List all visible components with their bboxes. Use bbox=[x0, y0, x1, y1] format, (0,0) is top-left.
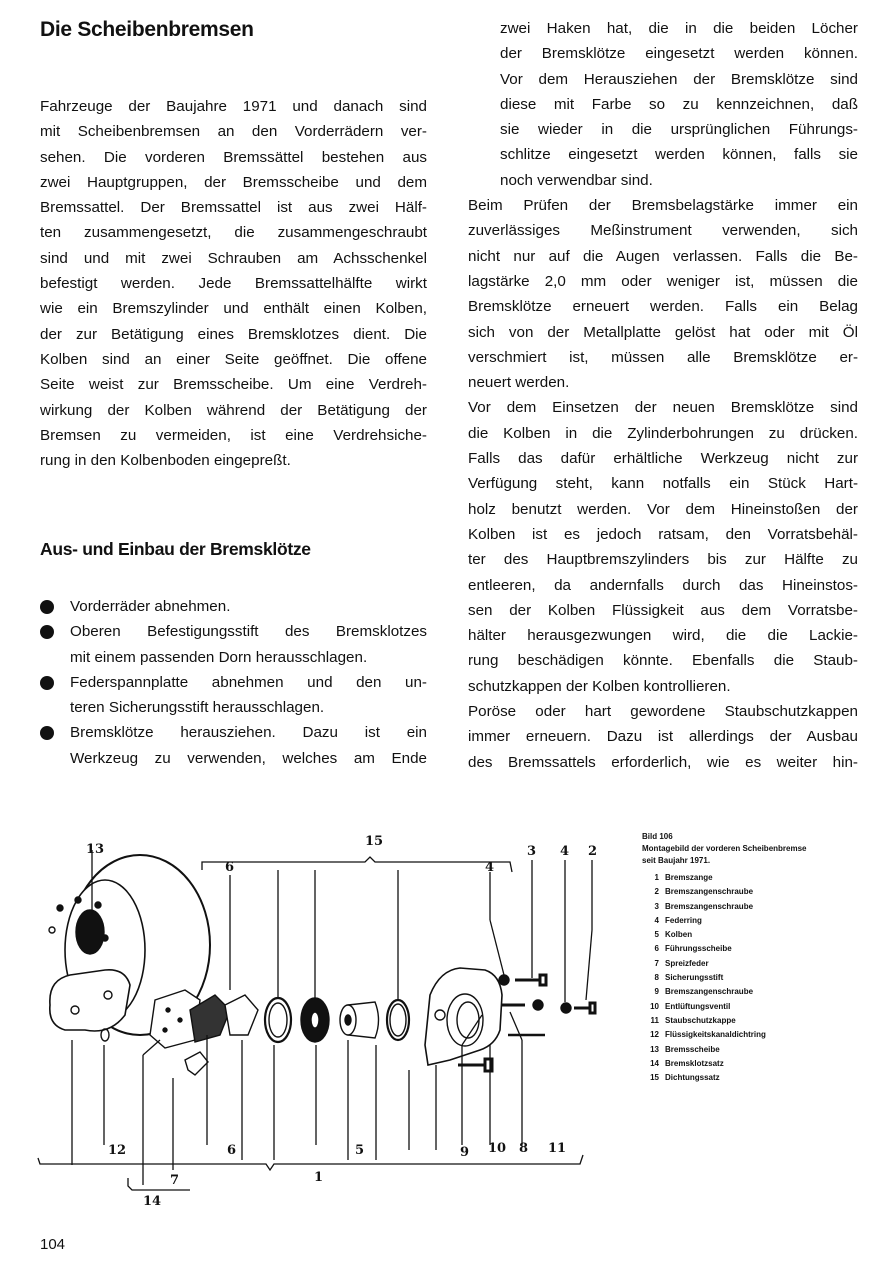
legend-number: 14 bbox=[650, 1058, 659, 1068]
callout-6: 6 bbox=[225, 860, 235, 875]
text-line: holz benutzt werden. Vor dem Hineinstoßen der bbox=[468, 500, 858, 518]
text-line: Vor dem Einsetzen der neuen Bremsklötze sind bbox=[468, 399, 858, 417]
legend-item bbox=[642, 900, 882, 914]
text-line: Falls das dafür erhältliche Werkzeug nicht zur bbox=[468, 450, 858, 468]
callout-2: 2 bbox=[588, 844, 598, 859]
legend-label: Spreizfeder bbox=[665, 958, 709, 968]
legend-number: 3 bbox=[654, 901, 659, 911]
legend-label: Bremsklotzsatz bbox=[665, 1058, 724, 1068]
step-item bbox=[40, 619, 427, 670]
legend-item bbox=[642, 1014, 882, 1028]
step-text: teren Sicherungsstift herausschlagen. bbox=[70, 699, 325, 717]
page-title: Die Scheibenbremsen bbox=[40, 18, 254, 41]
legend-label: Bremsscheibe bbox=[665, 1044, 720, 1054]
legend-item bbox=[642, 985, 882, 999]
callout-9: 9 bbox=[460, 1145, 470, 1160]
legend-label: Flüssigkeitskanaldichtring bbox=[665, 1030, 766, 1040]
text-line: hälter herausgezwungen wird, die die Lackie- bbox=[468, 627, 858, 645]
text-line: Verfügung steht, kann notfalls ein Stück Hart- bbox=[468, 475, 858, 493]
step-text: Federspannplatte abnehmen und den un- bbox=[70, 673, 427, 691]
legend-item bbox=[642, 1000, 882, 1014]
step-text: Werkzeug zu verwenden, welches am Ende bbox=[70, 749, 427, 767]
caption-title: Bild 106 bbox=[642, 832, 673, 841]
step-text: Vorderräder abnehmen. bbox=[70, 598, 231, 615]
text-line: Bremsen zu vermeiden, ist eine Verdrehsiche- bbox=[40, 426, 427, 444]
legend-label: Sicherungsstift bbox=[665, 973, 724, 983]
text-line: rung beschädigen könnte. Ebenfalls die Staub- bbox=[468, 652, 858, 670]
text-line: sehen. Die vorderen Bremssättel bestehen aus bbox=[40, 148, 427, 166]
text-line: mit Scheibenbremsen an den Vorderrädern ver- bbox=[40, 123, 427, 141]
text-line: neuert werden. bbox=[468, 374, 570, 392]
legend-number: 4 bbox=[654, 915, 659, 925]
step-text: mit einem passenden Dorn herausschlagen. bbox=[70, 648, 368, 666]
legend-label: Kolben bbox=[665, 930, 693, 940]
text-line: nicht nur auf die Augen verlassen. Falls die Be- bbox=[468, 247, 858, 265]
legend-label: Bremszangenschraube bbox=[665, 987, 754, 997]
bullet-icon bbox=[40, 726, 54, 740]
legend-item bbox=[642, 885, 882, 899]
text-line: Beim Prüfen der Bremsbelagstärke immer ein bbox=[468, 197, 858, 215]
legend-number: 15 bbox=[650, 1073, 659, 1083]
step-item bbox=[40, 594, 427, 619]
exploded-brake-diagram bbox=[30, 830, 630, 1220]
legend-label: Bremszange bbox=[665, 873, 713, 882]
text-line: lagstärke 2,0 mm oder weniger ist, müssen die bbox=[468, 272, 858, 290]
legend-item bbox=[642, 1043, 882, 1057]
text-line: der Bremsklötze eingesetzt werden können. bbox=[500, 45, 858, 63]
bullet-icon bbox=[40, 676, 54, 690]
callout-7: 7 bbox=[170, 1173, 180, 1188]
text-line: wirkung der Kolben während der Betätigung der bbox=[40, 401, 427, 419]
legend-item bbox=[642, 928, 882, 942]
legend-label: Dichtungssatz bbox=[665, 1073, 720, 1083]
paragraph-check-lining bbox=[468, 193, 858, 395]
legend-item bbox=[642, 1028, 882, 1042]
text-line: zuverlässiges Meßinstrument verwenden, sich bbox=[468, 222, 858, 240]
legend-label: Entlüftungsventil bbox=[665, 1001, 731, 1011]
step-list bbox=[40, 594, 427, 771]
text-line: schlitze eingesetzt werden können, falls sie bbox=[500, 146, 858, 164]
paragraph-insert-pads bbox=[468, 395, 858, 699]
callout-12: 12 bbox=[108, 1143, 127, 1158]
intro-paragraph bbox=[40, 94, 427, 473]
text-line: des Bremssattels erforderlich, wie es weiter hin- bbox=[468, 753, 858, 771]
page-number: 104 bbox=[40, 1236, 66, 1253]
text-line: sen der Kolben Flüssigkeit aus dem Vorratsbe- bbox=[468, 601, 858, 619]
callout-5: 5 bbox=[355, 1143, 365, 1158]
figure-caption bbox=[642, 831, 882, 1085]
caption-subtitle: Montagebild der vorderen Scheibenbremse bbox=[642, 844, 807, 853]
callout-3: 3 bbox=[527, 844, 537, 859]
bullet-icon bbox=[40, 600, 54, 614]
callout-4: 4 bbox=[485, 860, 495, 875]
text-line: Fahrzeuge der Baujahre 1971 und danach sind bbox=[40, 98, 427, 115]
text-line: ter des Hauptbremszylinders bis zur Hälfte zu bbox=[468, 551, 858, 569]
legend-label: Bremszangenschraube bbox=[665, 887, 754, 897]
legend-number: 6 bbox=[654, 944, 659, 954]
legend-number: 10 bbox=[650, 1001, 659, 1011]
text-line: sich von der Metallplatte gelöst hat oder mit Öl bbox=[468, 323, 858, 341]
brake-assembly-drawing bbox=[30, 830, 630, 1220]
legend-number: 1 bbox=[654, 873, 659, 882]
callout-11: 11 bbox=[548, 1141, 567, 1156]
text-line: wie ein Bremszylinder und enthält einen Kolben, bbox=[40, 300, 427, 318]
step-continuation bbox=[468, 16, 858, 193]
step-text: Oberen Befestigungsstift des Bremsklotzes bbox=[70, 623, 427, 641]
text-line: noch verwendbar sind. bbox=[500, 171, 653, 189]
legend-number: 7 bbox=[654, 958, 659, 968]
text-line: Kolben ist es jedoch ratsam, den Vorratsbehäl- bbox=[468, 525, 858, 543]
callout-6: 6 bbox=[227, 1143, 237, 1158]
legend-number: 5 bbox=[654, 930, 659, 940]
legend-item bbox=[642, 871, 882, 885]
text-line: rung in den Kolbenboden eingepreßt. bbox=[40, 452, 291, 470]
legend-item bbox=[642, 942, 882, 956]
parts-legend bbox=[642, 871, 882, 1085]
legend-item bbox=[642, 971, 882, 985]
section-heading: Aus- und Einbau der Bremsklötze bbox=[40, 539, 311, 559]
text-line: sind und mit zwei Schrauben am Achsschenkel bbox=[40, 249, 427, 267]
legend-number: 12 bbox=[650, 1030, 659, 1040]
text-line: immer erneuern. Dazu ist allerdings der Ausbau bbox=[468, 728, 858, 746]
legend-number: 9 bbox=[654, 987, 659, 997]
text-line: ten zusammengesetzt, die zusammengeschraubt bbox=[40, 224, 427, 242]
callout-8: 8 bbox=[519, 1141, 529, 1156]
text-line: Seite weist zur Bremsscheibe. Um eine Verdreh- bbox=[40, 376, 427, 394]
step-text: Bremsklötze herausziehen. Dazu ist ein bbox=[70, 724, 427, 742]
legend-number: 11 bbox=[650, 1015, 659, 1025]
caption-subtitle-2: seit Baujahr 1971. bbox=[642, 856, 711, 865]
text-line: verschmiert ist, müssen alle Bremsklötze er- bbox=[468, 348, 858, 366]
legend-label: Bremszangenschraube bbox=[665, 901, 754, 911]
legend-item bbox=[642, 1057, 882, 1071]
callout-15: 15 bbox=[365, 834, 384, 849]
text-line: entleeren, da andernfalls durch das Hineinstos- bbox=[468, 576, 858, 594]
legend-item bbox=[642, 957, 882, 971]
text-line: Kolben sind an einer Seite geöffnet. Die offene bbox=[40, 350, 427, 368]
text-line: Bremsklötze erneuert werden. Falls ein Belag bbox=[468, 298, 858, 316]
text-line: Poröse oder hart gewordene Staubschutzkappen bbox=[468, 703, 858, 721]
legend-label: Führungsscheibe bbox=[665, 944, 732, 954]
text-line: befestigt werden. Jede Bremssattelhälfte wirkt bbox=[40, 275, 427, 293]
legend-item bbox=[642, 1071, 882, 1085]
text-line: Bremssattel. Der Bremssattel ist aus zwei Hälf- bbox=[40, 199, 427, 217]
text-line: sie wieder in die ursprünglichen Führungs- bbox=[500, 121, 858, 139]
legend-label: Staubschutzkappe bbox=[665, 1015, 736, 1025]
text-line: schutzkappen der Kolben kontrollieren. bbox=[468, 677, 731, 695]
paragraph-dust-caps bbox=[468, 699, 858, 775]
text-line: Vor dem Herausziehen der Bremsklötze sind bbox=[500, 70, 858, 88]
text-line: die Kolben in die Zylinderbohrungen zu drücken. bbox=[468, 424, 858, 442]
legend-item bbox=[642, 914, 882, 928]
legend-number: 2 bbox=[654, 887, 659, 897]
text-line: zwei Hauptgruppen, der Bremsscheibe und dem bbox=[40, 173, 427, 191]
bullet-icon bbox=[40, 625, 54, 639]
legend-label: Federring bbox=[665, 915, 702, 925]
callout-14: 14 bbox=[143, 1194, 162, 1209]
callout-1: 1 bbox=[314, 1170, 324, 1185]
step-item bbox=[40, 720, 427, 771]
text-line: diese mit Farbe so zu kennzeichnen, daß bbox=[500, 95, 858, 113]
legend-number: 13 bbox=[650, 1044, 659, 1054]
text-line: zwei Haken hat, die in die beiden Löcher bbox=[500, 20, 858, 37]
callout-4: 4 bbox=[560, 844, 570, 859]
callout-13: 13 bbox=[86, 842, 105, 857]
text-line: der zur Betätigung eines Bremsklotzes dient. Die bbox=[40, 325, 427, 343]
step-item bbox=[40, 670, 427, 721]
right-column bbox=[468, 16, 858, 775]
callout-10: 10 bbox=[488, 1141, 507, 1156]
legend-number: 8 bbox=[654, 973, 659, 983]
